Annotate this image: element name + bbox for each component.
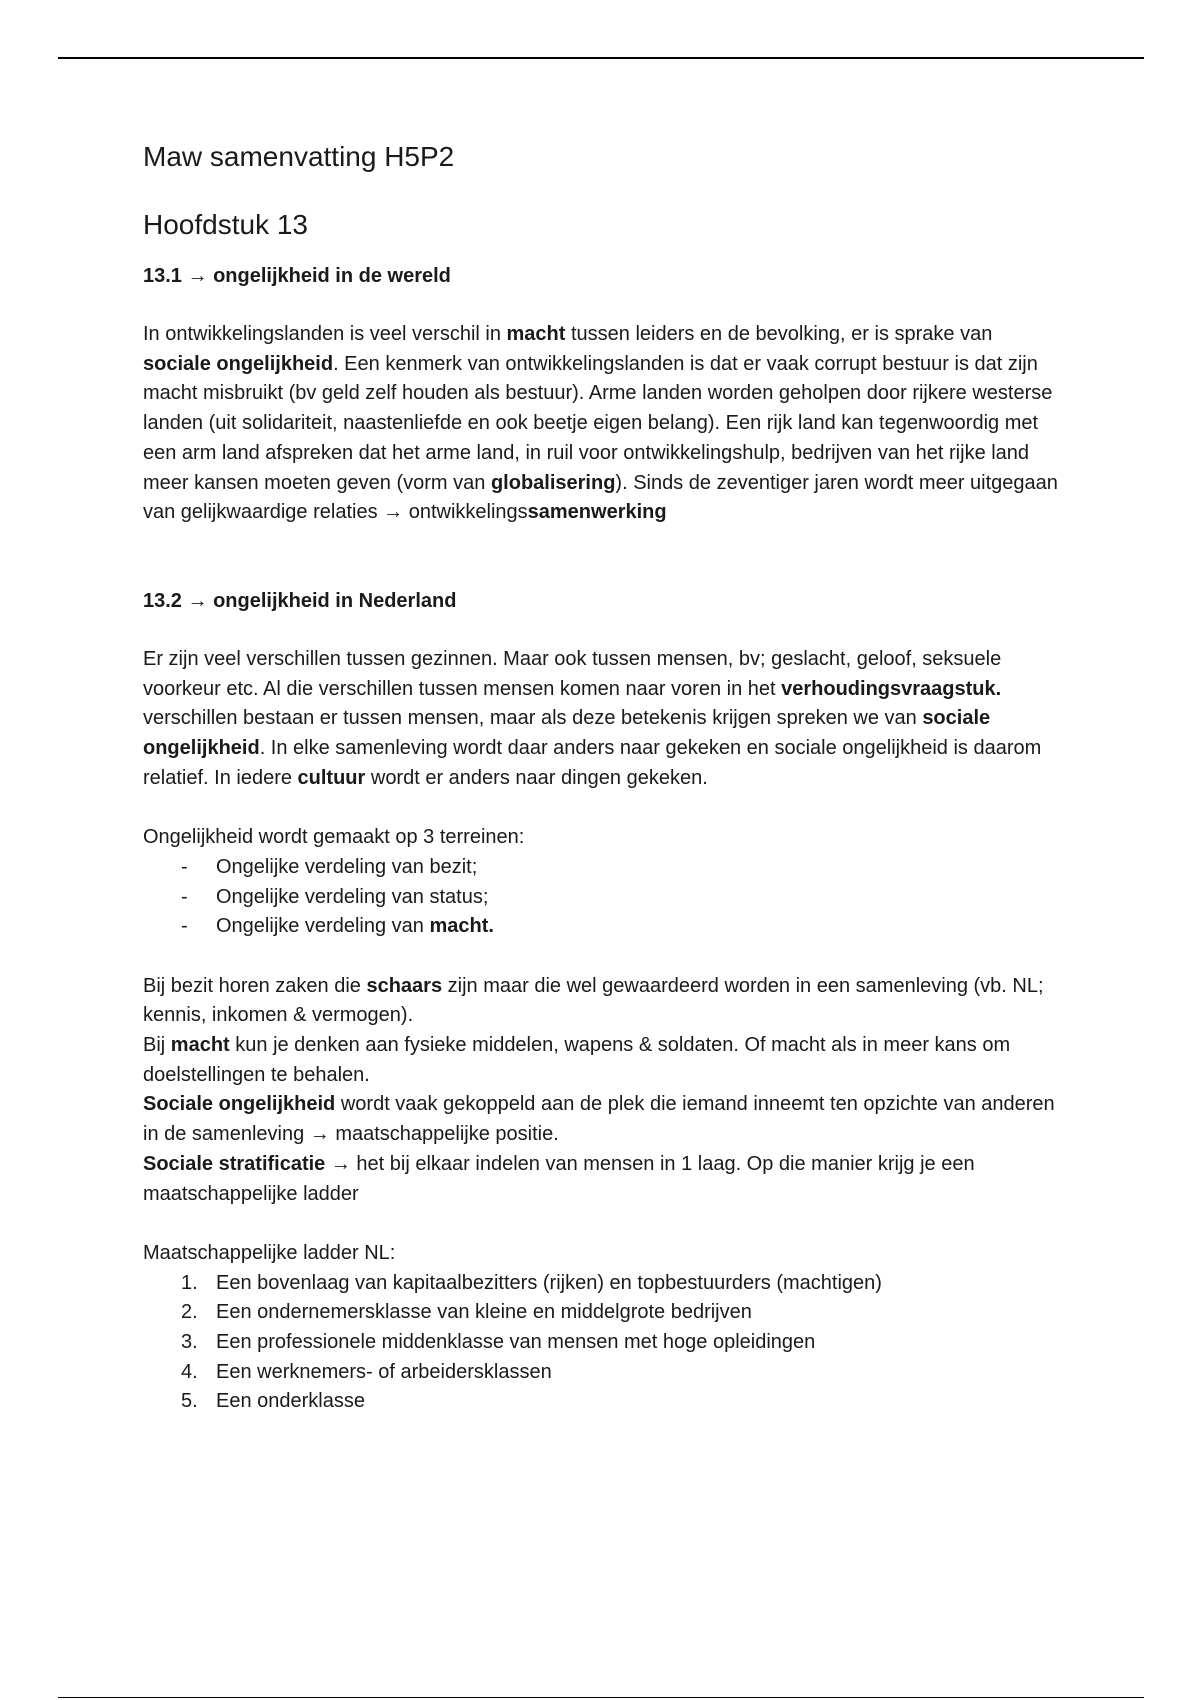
- section-heading-13-2: [143, 587, 1063, 616]
- list-item-text: Ongelijke verdeling van bezit;: [216, 855, 478, 878]
- list-item: [143, 1298, 1063, 1328]
- section-number: 13.1: [143, 265, 182, 287]
- text-run: verschillen bestaan er tussen mensen, maar als deze betekenis krijgen spreken we van: [143, 707, 923, 730]
- list-item: [143, 853, 1063, 883]
- bold-term: macht: [170, 1034, 230, 1057]
- bold-term: macht.: [429, 915, 494, 938]
- list-item-text: Een ondernemersklasse van kleine en middelgrote bedrijven: [216, 1301, 752, 1324]
- text-run: . Een kenmerk van ontwikkelingslanden is dat er vaak corrupt bestuur is dat zijn macht misbruikt (bv geld zelf houden als bestuur). Arme landen worden geholpen door rijkere westerse landen (uit solidariteit, naastenliefde en ook beetje eigen belang). Een rijk land kan tegenwoordig met een arm land afspreken dat het arme land, in ruil voor ontwikkelingshulp, bedrijven van het rijke land meer kansen moeten geven (vorm van: [143, 352, 1053, 494]
- bold-term: globalisering: [490, 471, 616, 494]
- bold-term: verhoudingsvraagstuk.: [781, 677, 1002, 700]
- list-item-text: Een onderklasse: [216, 1390, 365, 1413]
- list-item-text: Een werknemers- of arbeidersklassen: [216, 1360, 552, 1383]
- dash-bullet: -: [181, 915, 188, 938]
- text-run: kun je denken aan fysieke middelen, wapens & soldaten. Of macht als in meer kans om doelstellingen te behalen.: [143, 1034, 1011, 1086]
- document-page: [143, 140, 1063, 1417]
- text-run: In ontwikkelingslanden is veel verschil in: [143, 323, 507, 345]
- arrow-icon: →: [330, 1152, 351, 1175]
- list-number: 4.: [181, 1360, 198, 1383]
- bold-term: macht: [506, 323, 566, 345]
- header-rule: [58, 57, 1144, 59]
- section-title: ongelijkheid in Nederland: [213, 589, 457, 612]
- bold-term: Sociale stratificatie: [143, 1152, 326, 1175]
- list-item-text: Een bovenlaag van kapitaalbezitters (rijken) en topbestuurders (machtigen): [216, 1271, 882, 1294]
- list-number: 2.: [181, 1301, 198, 1324]
- text-run: Er zijn veel verschillen tussen gezinnen. Maar ook tussen mensen, bv; geslacht, geloof, seksuele voorkeur etc. Al die verschillen tussen mensen komen naar voren in het: [143, 647, 1002, 700]
- paragraph-bezit-macht: [143, 972, 1063, 1210]
- list-item-text: Een professionele middenklasse van mensen met hoge opleidingen: [216, 1331, 816, 1354]
- bold-term: schaars: [366, 974, 443, 997]
- text-run: Bij bezit horen zaken die: [143, 974, 367, 997]
- text-run: . In elke samenleving wordt daar anders naar gekeken en sociale ongelijkheid is daarom relatief. In iedere: [143, 737, 1042, 789]
- text-run: wordt er anders naar dingen gekeken.: [365, 766, 708, 789]
- text-run: zijn maar die wel gewaardeerd worden in een samenleving (vb. NL; kennis, inkomen & vermogen).: [143, 974, 1044, 1027]
- text-run: ontwikkelings: [403, 501, 528, 524]
- ladder-intro: Maatschappelijke ladder NL:: [143, 1241, 396, 1264]
- list-item: [143, 912, 1063, 942]
- arrow-icon: →: [187, 589, 208, 612]
- bold-term: Sociale ongelijkheid: [143, 1093, 336, 1116]
- arrow-icon: →: [383, 501, 404, 524]
- list-item-text: Ongelijke verdeling van: [216, 915, 430, 938]
- paragraph-13-2-intro: [143, 645, 1063, 794]
- bold-term: cultuur: [297, 766, 366, 789]
- section-number: 13.2: [143, 589, 182, 612]
- list-number: 3.: [181, 1331, 198, 1354]
- list-item: [143, 883, 1063, 913]
- section-heading-13-1: [143, 262, 1063, 291]
- ladder-list: [143, 1269, 1063, 1418]
- footer-rule: [58, 1697, 1144, 1698]
- terrains-intro: Ongelijkheid wordt gemaakt op 3 terreinen:: [143, 826, 525, 849]
- text-run: Bij: [143, 1034, 171, 1057]
- list-item: [143, 1387, 1063, 1417]
- section-title: ongelijkheid in de wereld: [213, 265, 451, 287]
- document-title: Maw samenvatting H5P2: [143, 141, 455, 172]
- bold-term: samenwerking: [527, 501, 667, 524]
- dash-bullet: -: [181, 855, 188, 878]
- text-run: wordt vaak gekoppeld aan de plek die iemand inneemt ten opzichte van anderen in de samenleving: [143, 1093, 1055, 1146]
- chapter-heading: Hoofdstuk 13: [143, 209, 308, 240]
- list-item: [143, 1328, 1063, 1358]
- bold-term: sociale ongelijkheid: [143, 352, 334, 375]
- text-run: ). Sinds de zeventiger jaren wordt meer uitgegaan van gelijkwaardige relaties: [143, 471, 1058, 524]
- list-item-text: Ongelijke verdeling van status;: [216, 885, 489, 908]
- list-item: [143, 1269, 1063, 1299]
- list-number: 1.: [181, 1271, 198, 1294]
- paragraph-13-1: [143, 320, 1063, 528]
- text-run: maatschappelijke positie.: [329, 1123, 559, 1146]
- dash-bullet: -: [181, 885, 188, 908]
- list-item: [143, 1358, 1063, 1388]
- text-run: tussen leiders en de bevolking, er is sprake van: [565, 323, 993, 345]
- text-run: het bij elkaar indelen van mensen in 1 laag. Op die manier krijg je een maatschappelijke ladder: [143, 1152, 975, 1205]
- arrow-icon: →: [187, 265, 208, 287]
- list-number: 5.: [181, 1390, 198, 1413]
- arrow-icon: →: [309, 1123, 330, 1146]
- bold-term: sociale ongelijkheid: [143, 707, 991, 760]
- terrains-list: [143, 853, 1063, 942]
